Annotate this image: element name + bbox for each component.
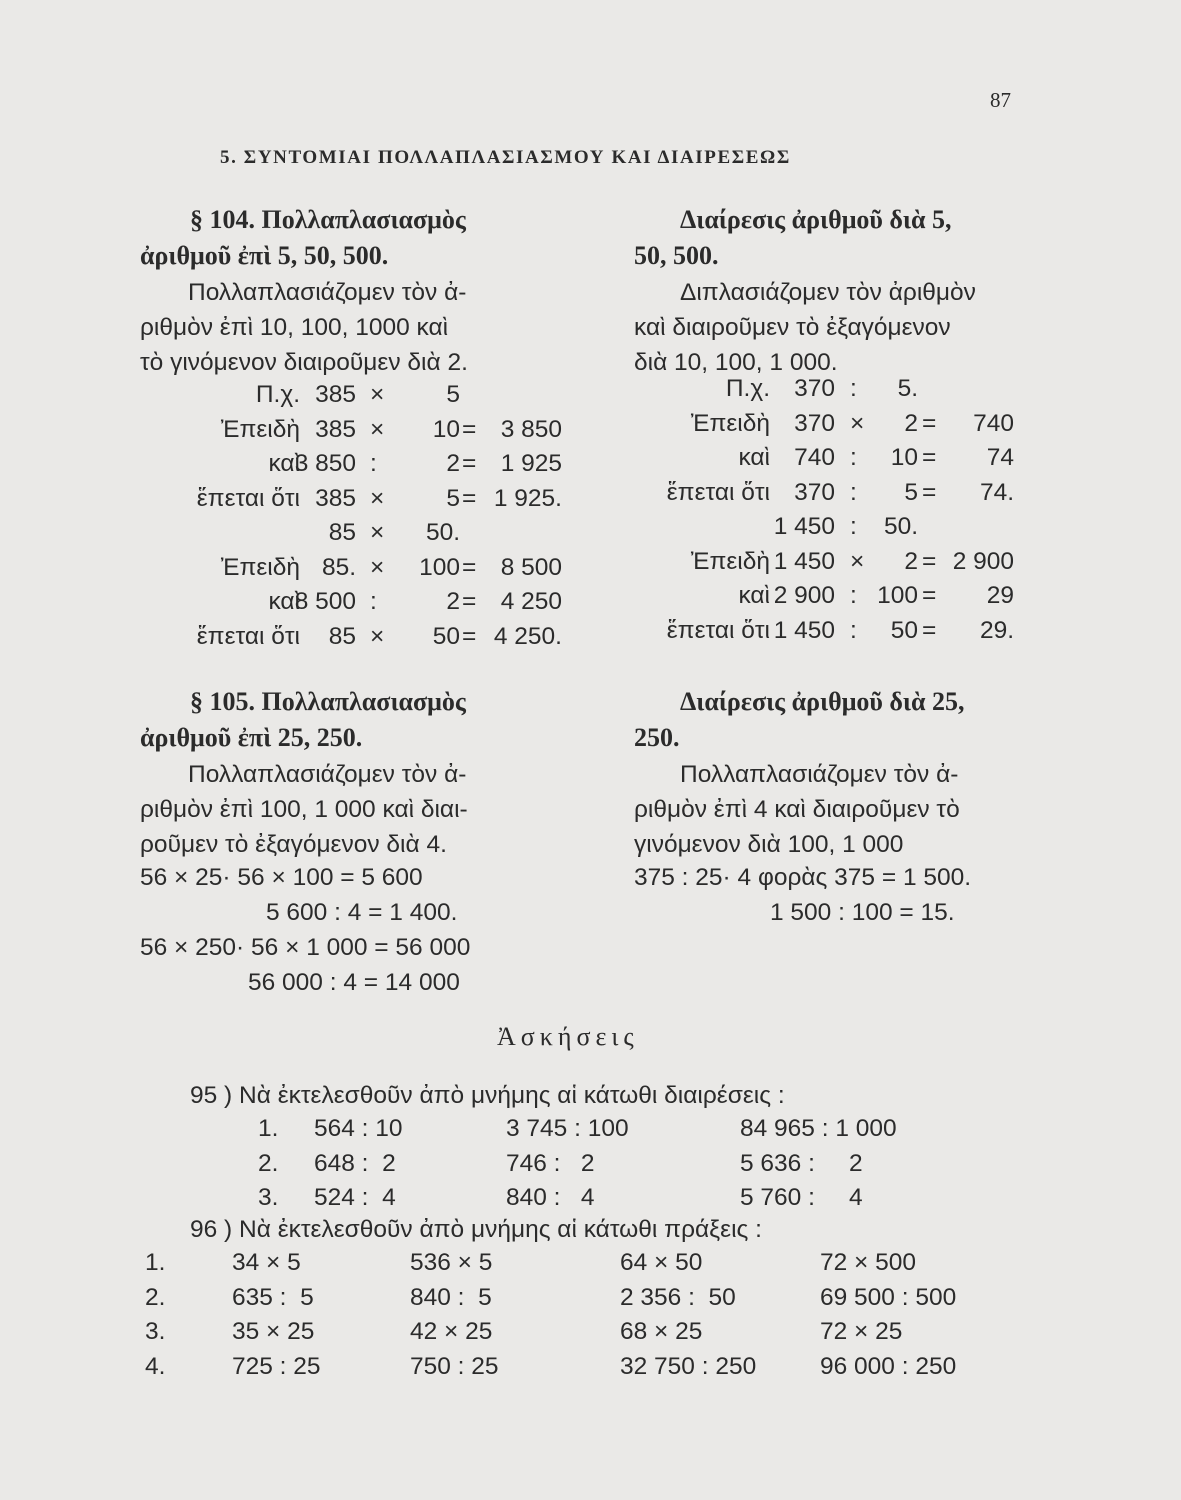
section-104-cell-op: :: [370, 450, 377, 477]
division-5-cell-b: 2 900: [773, 582, 835, 609]
division-5-cell-a: ἕπεται ὅτι: [666, 616, 770, 644]
section-104-rule-line2: ριθμὸν ἐπὶ 10, 100, 1000 καὶ: [140, 314, 449, 341]
exercise-95-cell-c2: 746 : 2: [506, 1149, 595, 1177]
exercise-95-row: [0, 1147, 1181, 1181]
exercise-95-cell-n: 2.: [258, 1149, 279, 1177]
section-105-example-4: 56 000 : 4 = 14 000: [248, 969, 460, 996]
division-5-cell-b: 1 450: [773, 513, 835, 540]
division-5-row: [0, 579, 1181, 613]
division-5-cell-d: 29: [986, 582, 1014, 609]
section-104-cell-a: ἕπεται ὅτι: [196, 622, 300, 650]
exercise-96-cell-n: 3.: [145, 1318, 166, 1345]
section-104-cell-c: 10: [432, 415, 460, 443]
exercise-96-cell-c3: 2 356 : 50: [620, 1283, 736, 1311]
exercise-96-cell-c3: 32 750 : 250: [620, 1352, 757, 1380]
exercise-95-row: [0, 1181, 1181, 1215]
section-104-cell-a: καὶ: [268, 450, 300, 477]
section-104-cell-b: 385: [315, 484, 356, 512]
section-104-cell-d: 8 500: [500, 553, 562, 581]
division-5-row: [0, 510, 1181, 544]
exercise-95-cell-c1: 648 : 2: [314, 1149, 396, 1177]
exercise-96-prompt: 96 ) Νὰ ἐκτελεσθοῦν ἀπὸ μνήμης αἱ κάτωθι πράξεις :: [190, 1216, 762, 1243]
section-104-cell-op: ×: [370, 553, 385, 581]
division-5-cell-op: :: [850, 375, 857, 402]
section-104-cell-b: 385: [315, 415, 356, 443]
exercise-95-row: [0, 1112, 1181, 1146]
section-104-cell-b: 8 500: [294, 588, 356, 615]
division-5-cell-op: :: [850, 444, 857, 471]
division-5-cell-op: :: [850, 582, 857, 609]
division-5-cell-eq: =: [922, 616, 937, 644]
division-5-heading: [634, 202, 952, 274]
section-104-cell-a: Ἐπειδὴ: [220, 415, 300, 443]
section-104-cell-op: ×: [370, 622, 385, 650]
exercises-title: Ἀσκήσεις: [497, 1022, 639, 1051]
section-105-heading-line2: ἀριθμοῦ ἐπὶ 25, 250.: [140, 723, 363, 752]
division-5-cell-d: 29.: [979, 616, 1014, 644]
division-5-cell-eq: =: [922, 582, 937, 609]
division-5-heading-line1: Διαίρεσις ἀριθμοῦ διὰ 5,: [680, 205, 952, 234]
section-105-example-2: 5 600 : 4 = 1 400.: [266, 899, 458, 926]
division-25-heading: [634, 684, 965, 756]
section-104-cell-c: 50.: [425, 519, 460, 546]
exercise-96-cell-c1: 35 × 25: [232, 1318, 315, 1345]
division-5-cell-c: 5: [904, 478, 918, 506]
section-104-rule-line1: Πολλαπλασιάζομεν τὸν ἀ-: [188, 279, 467, 306]
section-104-cell-b: 3 850: [294, 450, 356, 477]
section-104-cell-eq: =: [462, 450, 477, 477]
division-5-cell-a: καὶ: [738, 444, 770, 471]
section-105-rule-line2: ριθμὸν ἐπὶ 100, 1 000 καὶ διαι-: [140, 796, 468, 823]
section-104-rule-line3: τὸ γινόμενον διαιροῦμεν διὰ 2.: [140, 349, 468, 376]
division-5-cell-b: 370: [794, 478, 835, 506]
exercise-96-cell-c3: 64 × 50: [620, 1249, 703, 1276]
exercise-95-cell-c3: 84 965 : 1 000: [740, 1115, 897, 1142]
exercise-95-prompt: 95 ) Νὰ ἐκτελεσθοῦν ἀπὸ μνήμης αἱ κάτωθι διαιρέσεις :: [190, 1082, 785, 1109]
division-5-cell-op: ×: [850, 547, 865, 575]
exercise-95-cell-c2: 3 745 : 100: [506, 1115, 629, 1142]
section-104-cell-c: 100: [419, 553, 460, 581]
division-5-cell-c: 2: [904, 547, 918, 575]
exercise-95-cell-n: 1.: [258, 1115, 279, 1142]
division-5-cell-d: 74.: [979, 478, 1014, 506]
division-5-row: [0, 545, 1181, 579]
exercise-96-cell-c3: 68 × 25: [620, 1318, 703, 1345]
exercise-96-cell-c2: 840 : 5: [410, 1283, 492, 1311]
division-5-row: [0, 372, 1181, 406]
exercise-96-cell-c1: 725 : 25: [232, 1352, 321, 1380]
exercise-96-cell-n: 4.: [145, 1352, 166, 1380]
division-5-row: [0, 407, 1181, 441]
division-5-rule-line3: διὰ 10, 100, 1 000.: [634, 349, 838, 376]
section-104-cell-op: :: [370, 588, 377, 615]
exercise-95-cell-c3: 5 760 : 4: [740, 1184, 863, 1211]
section-105-rule-line1: Πολλαπλασιάζομεν τὸν ἀ-: [188, 761, 467, 788]
division-5-cell-b: 740: [794, 444, 835, 471]
section-104-cell-eq: =: [462, 622, 477, 650]
section-104-cell-a: καὶ: [268, 588, 300, 615]
exercise-96-cell-c1: 635 : 5: [232, 1283, 314, 1311]
section-104-cell-eq: =: [462, 415, 477, 443]
exercise-95-cell-c3: 5 636 : 2: [740, 1149, 863, 1177]
division-5-cell-eq: =: [922, 547, 937, 575]
division-25-heading-line2: 250.: [634, 723, 680, 752]
division-25-heading-line1: Διαίρεσις ἀριθμοῦ διὰ 25,: [680, 687, 965, 716]
exercise-96-cell-c2: 42 × 25: [410, 1318, 493, 1345]
division-5-cell-op: :: [850, 616, 857, 644]
section-104-cell-op: ×: [370, 381, 385, 408]
section-104-heading: [140, 202, 466, 274]
division-5-cell-d: 74: [986, 444, 1014, 471]
section-104-cell-d: 3 850: [500, 415, 562, 443]
division-25-example-1: 375 : 25· 4 φορὰς 375 = 1 500.: [634, 864, 972, 891]
section-104-cell-op: ×: [370, 415, 385, 443]
exercise-96-row: [0, 1246, 1181, 1280]
exercise-96-cell-n: 2.: [145, 1283, 166, 1311]
section-105-rule-line3: ροῦμεν τὸ ἐξαγόμενον διὰ 4.: [140, 831, 447, 858]
section-105-example-1: 56 × 25· 56 × 100 = 5 600: [140, 864, 423, 891]
exercise-95-cell-c1: 524 : 4: [314, 1184, 396, 1211]
section-105-heading-line1: § 105. Πολλαπλασιασμὸς: [190, 687, 466, 716]
division-25-rule-line1: Πολλαπλασιάζομεν τὸν ἀ-: [680, 761, 959, 788]
exercise-96-cell-n: 1.: [145, 1249, 166, 1276]
section-104-cell-b: 85: [328, 519, 356, 546]
exercise-96-row: [0, 1350, 1181, 1384]
section-104-cell-d: 4 250.: [493, 622, 562, 650]
division-5-cell-c: 5.: [897, 375, 918, 402]
division-5-cell-c: 10: [890, 444, 918, 471]
division-25-example-2: 1 500 : 100 = 15.: [770, 899, 955, 926]
section-105-example-3: 56 × 250· 56 × 1 000 = 56 000: [140, 934, 471, 961]
page-number: 87: [990, 88, 1011, 112]
section-104-cell-eq: =: [462, 553, 477, 581]
section-104-heading-line2: ἀριθμοῦ ἐπὶ 5, 50, 500.: [140, 241, 389, 270]
section-104-cell-c: 5: [446, 381, 460, 408]
section-104-cell-eq: =: [462, 588, 477, 615]
section-104-cell-b: 85: [328, 622, 356, 650]
division-5-cell-b: 1 450: [773, 616, 835, 644]
division-25-rule-line3: γινόμενον διὰ 100, 1 000: [634, 831, 904, 858]
section-104-cell-b: 85.: [321, 553, 356, 581]
section-104-cell-b: 385: [315, 381, 356, 408]
division-5-cell-a: Π.χ.: [725, 375, 770, 402]
section-104-cell-c: 5: [446, 484, 460, 512]
chapter-title: 5. ΣΥΝΤΟΜΙΑΙ ΠΟΛΛΑΠΛΑΣΙΑΣΜΟΥ ΚΑΙ ΔΙΑΙΡΕΣΕΩΣ: [220, 147, 791, 168]
exercise-96-cell-c2: 536 × 5: [410, 1249, 493, 1276]
section-104-cell-d: 1 925: [500, 450, 562, 477]
exercise-96-cell-c2: 750 : 25: [410, 1352, 499, 1380]
division-5-cell-b: 370: [794, 409, 835, 437]
division-5-cell-c: 2: [904, 409, 918, 437]
exercise-95-cell-c1: 564 : 10: [314, 1115, 403, 1142]
section-104-cell-op: ×: [370, 484, 385, 512]
division-5-row: [0, 614, 1181, 648]
division-5-cell-eq: =: [922, 478, 937, 506]
section-104-cell-c: 50: [432, 622, 460, 650]
section-104-cell-a: ἕπεται ὅτι: [196, 484, 300, 512]
exercise-95-cell-n: 3.: [258, 1184, 279, 1211]
division-5-cell-op: :: [850, 478, 857, 506]
section-104-cell-op: ×: [370, 519, 385, 546]
division-5-cell-eq: =: [922, 409, 937, 437]
division-5-cell-d: 740: [973, 409, 1014, 437]
division-5-cell-b: 1 450: [773, 547, 835, 575]
section-104-cell-d: 1 925.: [493, 484, 562, 512]
division-5-cell-op: :: [850, 513, 857, 540]
division-5-cell-a: καὶ: [738, 582, 770, 609]
division-5-cell-eq: =: [922, 444, 937, 471]
division-5-cell-b: 370: [794, 375, 835, 402]
exercise-96-cell-c4: 72 × 25: [820, 1318, 903, 1345]
division-25-rule-line2: ριθμὸν ἐπὶ 4 καὶ διαιροῦμεν τὸ: [634, 796, 960, 823]
division-5-cell-op: ×: [850, 409, 865, 437]
section-104-cell-c: 2: [446, 450, 460, 477]
division-5-heading-line2: 50, 500.: [634, 241, 719, 270]
exercise-95-cell-c2: 840 : 4: [506, 1184, 595, 1211]
division-5-cell-d: 2 900: [952, 547, 1014, 575]
division-5-cell-a: Ἐπειδὴ: [690, 409, 770, 437]
section-104-heading-line1: § 104. Πολλαπλασιασμὸς: [190, 205, 466, 234]
exercise-96-cell-c4: 72 × 500: [820, 1249, 917, 1276]
division-5-cell-a: ἕπεται ὅτι: [666, 478, 770, 506]
section-104-cell-a: Π.χ.: [255, 381, 300, 408]
exercise-96-cell-c1: 34 × 5: [232, 1249, 301, 1276]
section-104-cell-c: 2: [446, 588, 460, 615]
exercise-96-cell-c4: 69 500 : 500: [820, 1283, 957, 1311]
exercise-96-row: [0, 1315, 1181, 1349]
division-5-row: [0, 476, 1181, 510]
division-5-cell-c: 100: [877, 582, 918, 609]
exercise-96-cell-c4: 96 000 : 250: [820, 1352, 957, 1380]
division-5-cell-c: 50.: [883, 513, 918, 540]
division-5-rule-line2: καὶ διαιροῦμεν τὸ ἐξαγόμενον: [634, 314, 951, 341]
division-5-cell-c: 50: [890, 616, 918, 644]
exercise-96-row: [0, 1281, 1181, 1315]
division-5-cell-a: Ἐπειδὴ: [690, 547, 770, 575]
section-104-cell-d: 4 250: [500, 588, 562, 615]
section-104-cell-eq: =: [462, 484, 477, 512]
division-5-rule-line1: Διπλασιάζομεν τὸν ἀριθμὸν: [680, 279, 976, 306]
section-105-heading: [140, 684, 466, 756]
section-104-cell-a: Ἐπειδὴ: [220, 553, 300, 581]
division-5-row: [0, 441, 1181, 475]
